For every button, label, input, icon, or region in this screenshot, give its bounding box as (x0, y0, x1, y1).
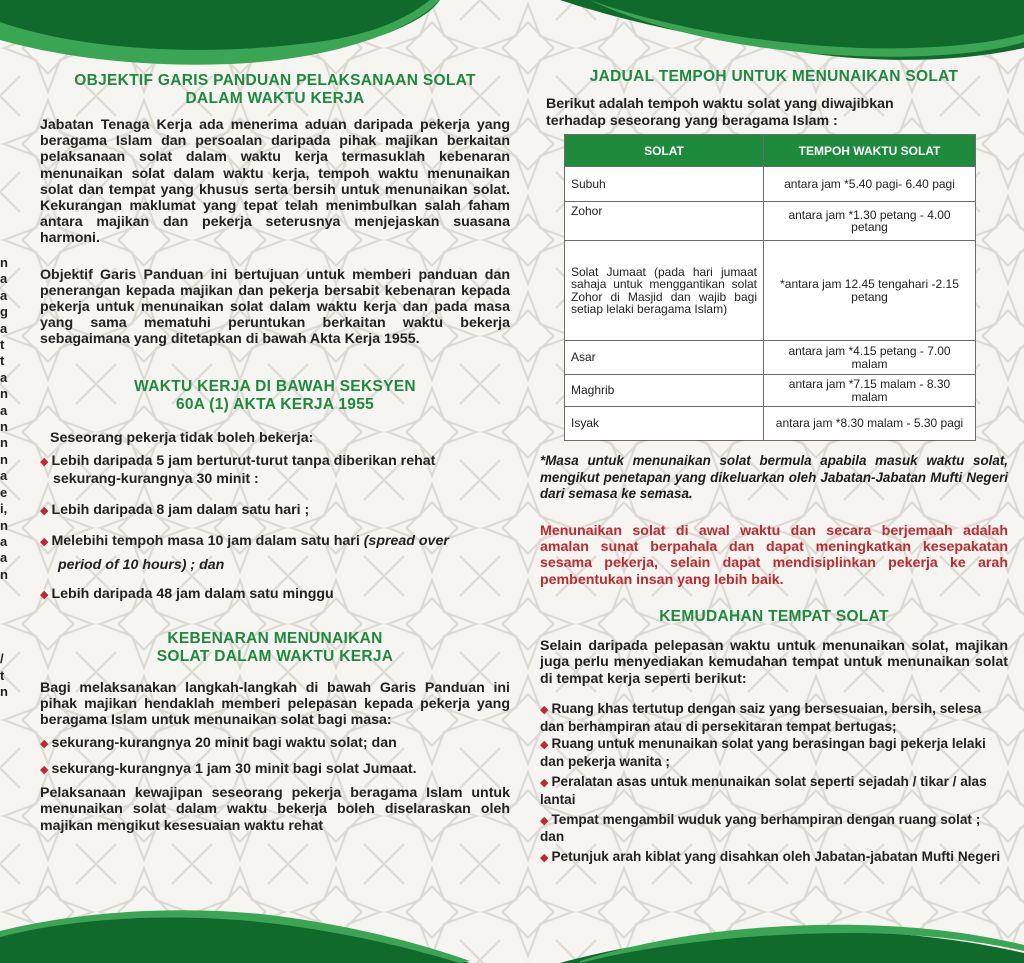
kemudahan-bullet-5: ◆ Petunjuk arah kiblat yang disahkan oleh Jabatan-jabatan Mufti Negeri (540, 849, 1001, 865)
cell-tempoh: antara jam *7.15 malam - 8.30 malam (764, 375, 976, 407)
kemudahan-bullet-4: ◆ Tempat mengambil wuduk yang berhampiran dengan ruang solat ; dan (540, 811, 981, 845)
diamond-bullet-icon: ◆ (40, 535, 49, 548)
diamond-bullet-icon: ◆ (40, 504, 49, 517)
waktu-kerja-title: WAKTU KERJA DI BAWAH SEKSYEN 60A (1) AKTA KERJA 1955 (134, 377, 416, 413)
cell-tempoh: *antara jam 12.45 tengahari -2.15 petang (764, 241, 976, 341)
kemudahan-bullet-3: ◆ Peralatan asas untuk menunaikan solat seperti sejadah / tikar / alas lantai (540, 773, 987, 807)
diamond-bullet-icon: ◆ (540, 814, 549, 827)
cell-solat: Maghrib (565, 375, 764, 407)
waktu-bullet-2: ◆ Lebih daripada 8 jam dalam satu hari ; (40, 501, 310, 518)
kebenaran-paragraph-2: Pelaksanaan kewajipan seseorang pekerja beragama Islam untuk menunaikan solat dalam waktu bekerja boleh diselaraskan oleh majikan mengikut kesesuaian waktu rehat (40, 785, 510, 834)
kemudahan-title: KEMUDAHAN TEMPAT SOLAT (659, 608, 889, 626)
cell-solat: Subuh (565, 167, 764, 202)
column-header-tempoh: TEMPOH WAKTU SOLAT (764, 135, 976, 167)
sunat-reminder: Menunaikan solat di awal waktu dan secara berjemaah adalah amalan sunat berpahala dan dapat meningkatkan kesepakatan sesama pekerja, selain dapat mendisiplinkan pekerja ke arah pembentukan insan yang lebih baik. (540, 522, 1008, 588)
diamond-bullet-icon: ◆ (40, 738, 49, 751)
diamond-bullet-icon: ◆ (40, 764, 49, 777)
kebenaran-bullet-1: ◆ sekurang-kurangnya 20 minit bagi waktu solat; dan (40, 735, 397, 752)
top-wave-decoration (0, 0, 1024, 70)
jadual-title: JADUAL TEMPOH UNTUK MENUNAIKAN SOLAT (589, 68, 959, 85)
table-header-row (565, 135, 976, 167)
table-row (565, 375, 976, 407)
kemudahan-intro: Selain daripada pelepasan waktu untuk menunaikan solat, majikan juga perlu menyediakan kemudahan tempat untuk menunaikan solat di tempat kerja seperti berikut: (540, 638, 1008, 687)
diamond-bullet-icon: ◆ (40, 455, 49, 468)
cell-tempoh: antara jam *1.30 petang - 4.00 petang (764, 202, 976, 241)
waktu-intro: Seseorang pekerja tidak boleh bekerja: (50, 429, 314, 446)
column-header-solat: SOLAT (565, 135, 764, 167)
waktu-bullet-3: ◆ Melebihi tempoh masa 10 jam dalam satu hari (spread over period of 10 hours) ; dan (40, 532, 449, 573)
kemudahan-bullet-2: ◆ Ruang untuk menunaikan solat yang berasingan bagi pekerja lelaki dan pekerja wanita ; (540, 736, 986, 770)
cell-solat: Solat Jumaat (pada hari jumaat sahaja untuk menggantikan solat Zohor di Masjid dan wajib bagi setiap lelaki beragama Islam) (565, 241, 764, 341)
right-column (540, 68, 1008, 867)
objektif-paragraph-2: Objektif Garis Panduan ini bertujuan untuk memberi panduan dan penerangan kepada majikan dan pekerja bersabit kebenaran kepada pekerja untuk menunaikan solat dalam waktu kerja dan pada masa yang sama mematuhi peruntukan berkaitan waktu bekerja sebagaimana yang ditetapkan di bawah Akta Kerja 1955. (40, 266, 510, 348)
kebenaran-paragraph-1: Bagi melaksanakan langkah-langkah di bawah Garis Panduan ini pihak majikan hendaklah memberi pelepasan kepada pekerja yang beragama Islam untuk menunaikan solat bagi masa: (40, 679, 510, 729)
waktu-bullet-4: ◆ Lebih daripada 48 jam dalam satu minggu (40, 585, 334, 602)
kebenaran-title: KEBENARAN MENUNAIKAN SOLAT DALAM WAKTU KERJA (156, 629, 394, 665)
left-edge-fragment: n a a g a t t a n a n n n a e i, n a a n / t n (0, 255, 8, 699)
diamond-bullet-icon: ◆ (540, 776, 549, 789)
diamond-bullet-icon: ◆ (40, 588, 49, 601)
prayer-time-table (564, 134, 976, 441)
jadual-intro: Berikut adalah tempoh waktu solat yang diwajibkan terhadap seseorang yang beragama Islam : (546, 96, 894, 129)
cell-solat: Isyak (565, 407, 764, 441)
table-row (565, 341, 976, 375)
table-footnote: *Masa untuk menunaikan solat bermula apabila masuk waktu solat, mengikut penetapan yang dikeluarkan oleh Jabatan-Jabatan Mufti Negeri dari semasa ke semasa. (540, 453, 1008, 501)
cell-tempoh: antara jam *5.40 pagi- 6.40 pagi (764, 167, 976, 202)
table-row (565, 241, 976, 341)
kebenaran-bullet-2: ◆ sekurang-kurangnya 1 jam 30 minit bagi solat Jumaat. (40, 761, 417, 778)
table-row (565, 202, 976, 241)
table-row (565, 167, 976, 202)
cell-solat: Asar (565, 341, 764, 375)
table-row (565, 407, 976, 441)
left-column (40, 72, 510, 834)
diamond-bullet-icon: ◆ (540, 852, 549, 865)
objektif-title: OBJEKTIF GARIS PANDUAN PELAKSANAAN SOLAT DALAM WAKTU KERJA (74, 72, 476, 107)
objektif-paragraph-1: Jabatan Tenaga Kerja ada menerima aduan daripada pekerja yang beragama Islam dan persoalan daripada pihak majikan berkaitan pelaksanaan solat dalam waktu kerja termasuklah kebenaran menunaikan solat dalam waktu kerja, tempoh waktu menunaikan solat dan tempat yang khusus serta bersih untuk menunaikan solat. Kekurangan maklumat yang tepat telah menimbulkan salah faham antara majikan dan pekerja seterusnya menjejaskan suasana harmoni. (40, 117, 510, 247)
kemudahan-bullet-1: ◆ Ruang khas tertutup dengan saiz yang bersesuaian, bersih, selesa dan berhampiran atau di persekitaran tempat bertugas; (540, 700, 982, 734)
diamond-bullet-icon: ◆ (540, 739, 549, 752)
cell-solat: Zohor (565, 202, 764, 241)
waktu-bullet-1: ◆ Lebih daripada 5 jam berturut-turut tanpa diberikan rehat sekurang-kurangnya 30 minit : (40, 452, 436, 487)
cell-tempoh: antara jam *4.15 petang - 7.00 malam (764, 341, 976, 375)
bottom-wave-decoration (0, 905, 1024, 963)
diamond-bullet-icon: ◆ (540, 703, 549, 716)
cell-tempoh: antara jam *8.30 malam - 5.30 pagi (764, 407, 976, 441)
